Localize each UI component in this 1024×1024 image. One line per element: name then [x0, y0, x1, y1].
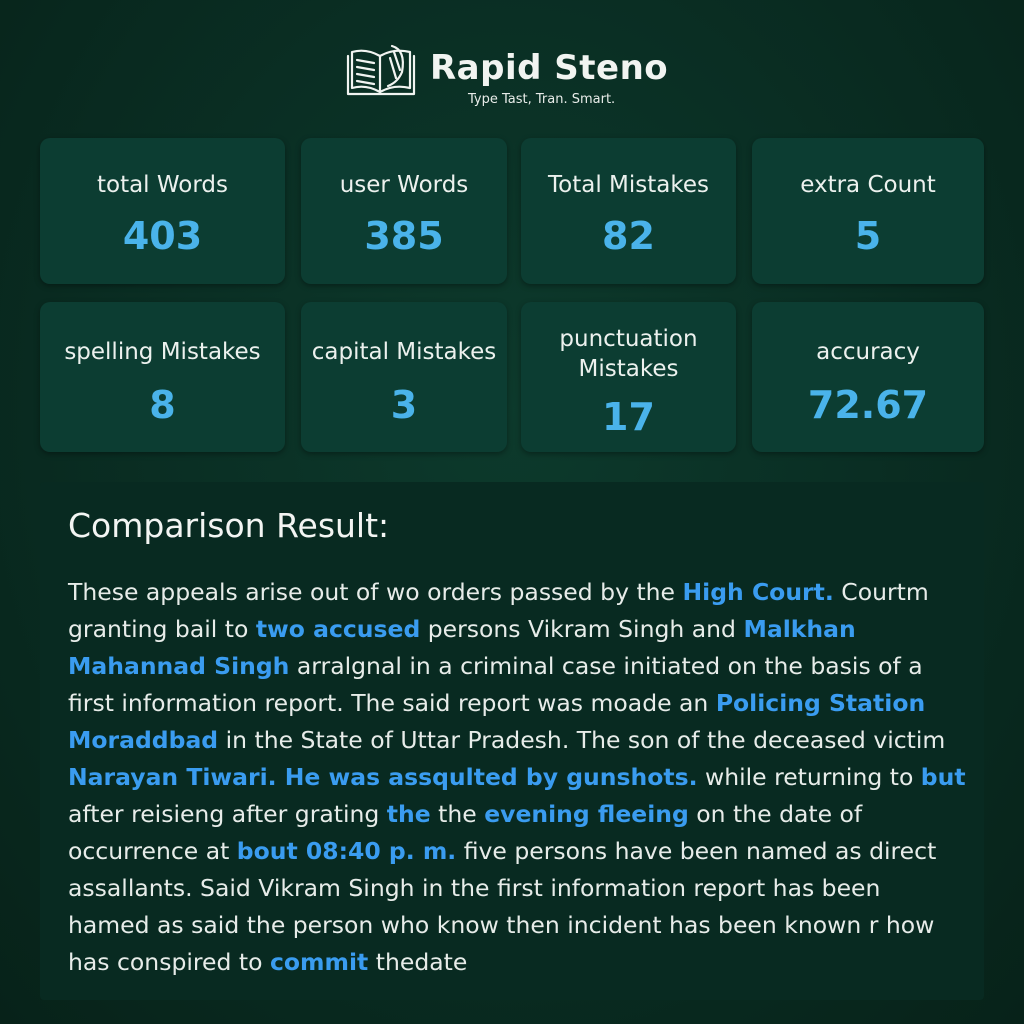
- text-segment: persons Vikram Singh and: [420, 615, 744, 643]
- stat-value: 17: [602, 395, 655, 439]
- stat-value: 5: [854, 214, 882, 258]
- highlighted-segment: evening fleeing: [484, 800, 689, 828]
- stat-card-total-mistakes: [521, 138, 736, 284]
- highlighted-segment: High Court.: [682, 578, 834, 606]
- stat-value: 3: [390, 383, 418, 427]
- stat-value: 8: [149, 383, 176, 427]
- text-segment: after reisieng after grating: [68, 800, 387, 828]
- stat-label: extra Count: [800, 172, 936, 198]
- stat-label: Total Mistakes: [548, 172, 709, 198]
- stat-value: 82: [602, 214, 655, 258]
- stat-card-capital-mistakes: [301, 302, 507, 452]
- stat-value: 72.67: [807, 383, 929, 427]
- highlighted-segment: commit: [269, 948, 369, 976]
- comparison-title: Comparison Result:: [68, 506, 390, 545]
- text-segment: on the date of occurrence at: [68, 800, 863, 865]
- stat-label: spelling Mistakes: [64, 339, 261, 365]
- stat-card-accuracy: [752, 302, 984, 452]
- comparison-text: [68, 574, 968, 981]
- stat-card-total-words: [40, 138, 285, 284]
- stat-card-spelling-mistakes: [40, 302, 285, 452]
- highlighted-segment: bout 08:40 p. m.: [236, 837, 457, 865]
- highlighted-segment: Malkhan Mahannad Singh: [68, 615, 856, 680]
- comparison-panel: [40, 482, 984, 1000]
- text-segment: five persons have been named as direct assallants. Said Vikram Singh in the first information report has been hamed as said the person who know then incident has been known r how has conspired to: [68, 837, 937, 976]
- text-segment: arralgnal in a criminal case initiated on the basis of a first information report. The said report was moade an: [68, 652, 923, 717]
- highlighted-segment: the: [386, 800, 431, 828]
- stat-label: accuracy: [816, 339, 920, 365]
- open-book-icon: [344, 42, 418, 102]
- stat-label: punctuation Mistakes: [559, 326, 698, 382]
- highlighted-segment: two accused: [255, 615, 421, 643]
- stat-label: user Words: [339, 172, 469, 198]
- app-header: [0, 34, 1024, 114]
- stat-card-user-words: [301, 138, 507, 284]
- text-segment: while returning to: [697, 763, 921, 791]
- app-title: Rapid Steno: [430, 48, 669, 88]
- text-segment: Courtm granting bail to: [68, 578, 929, 643]
- highlighted-segment: Policing Station Moraddbad: [68, 689, 926, 754]
- stat-card-punctuation-mistakes: [521, 302, 736, 452]
- highlighted-segment: Narayan Tiwari. He was assqulted by gunshots.: [68, 763, 698, 791]
- highlighted-segment: but: [920, 763, 966, 791]
- text-segment: thedate: [368, 948, 468, 976]
- app-tagline: Type Tast, Tran. Smart.: [468, 92, 616, 107]
- text-segment: in the State of Uttar Pradesh. The son of the deceased victim: [218, 726, 946, 754]
- stat-value: 403: [122, 214, 203, 258]
- stat-value: 385: [364, 214, 444, 258]
- text-segment: These appeals arise out of wo orders passed by the: [68, 578, 683, 606]
- stat-label: capital Mistakes: [311, 339, 497, 365]
- stat-card-extra-count: [752, 138, 984, 284]
- stat-label: total Words: [96, 172, 228, 198]
- text-segment: the: [430, 800, 485, 828]
